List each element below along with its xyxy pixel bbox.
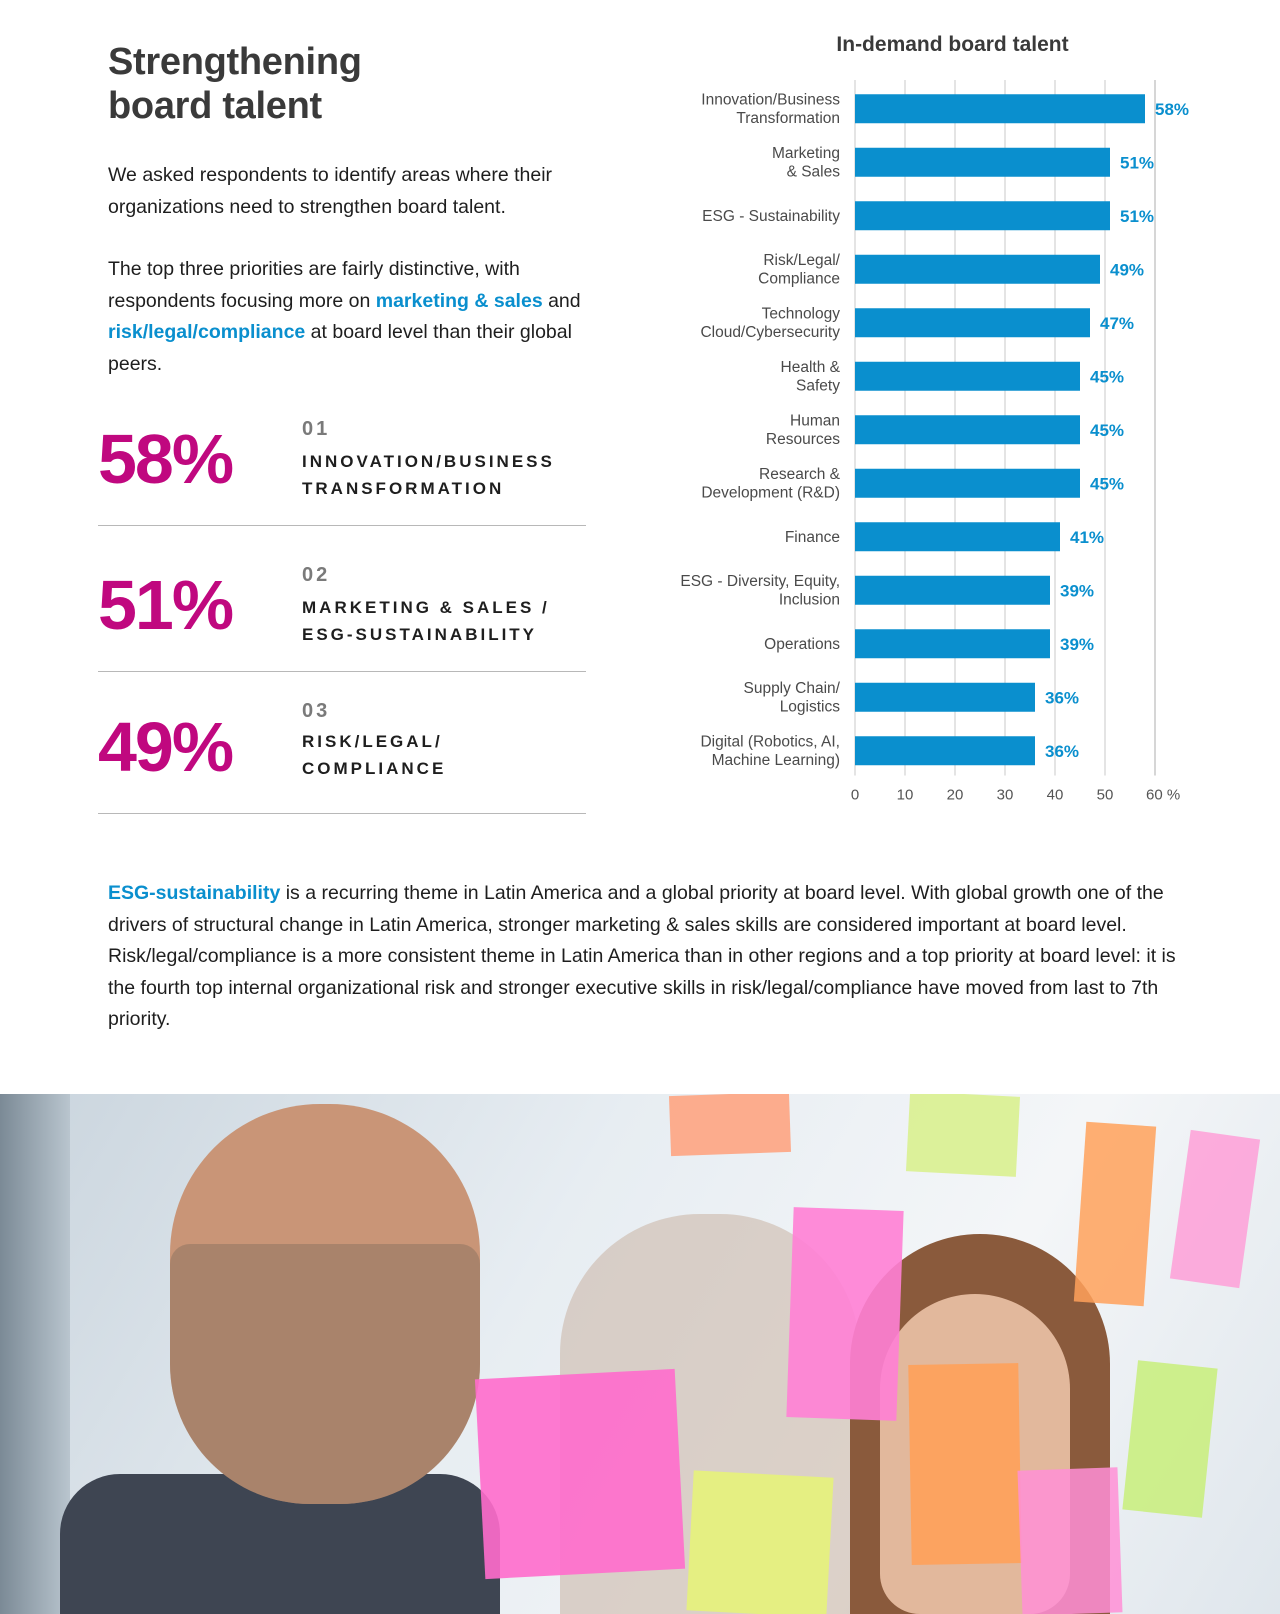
x-tick-label: 30 bbox=[996, 786, 1014, 804]
title-line-2: board talent bbox=[108, 85, 322, 127]
intro-text-a: The top three priorities are fairly distinctive, with respondents focusing more on bbox=[108, 258, 520, 312]
stat-rank: 01 bbox=[302, 418, 331, 440]
value-label: 47% bbox=[1100, 313, 1135, 333]
value-label: 36% bbox=[1045, 688, 1080, 708]
highlight-esg-sustainability: ESG-sustainability bbox=[108, 882, 281, 904]
stat-block-1 bbox=[98, 412, 586, 524]
sticky-note-green bbox=[1122, 1360, 1217, 1518]
highlight-risk-legal: risk/legal/compliance bbox=[108, 321, 306, 343]
intro-paragraph-2 bbox=[108, 254, 608, 380]
sticky-note-pink bbox=[1170, 1130, 1260, 1288]
stat-value: 49% bbox=[98, 708, 233, 786]
chart-title: In-demand board talent bbox=[836, 33, 1069, 56]
sticky-note-pink bbox=[475, 1369, 685, 1579]
sticky-note-orange bbox=[908, 1363, 1021, 1565]
category-label: Risk/Legal/ bbox=[763, 252, 840, 269]
category-label: Supply Chain/ bbox=[743, 680, 840, 697]
category-label: Transformation bbox=[736, 110, 840, 127]
x-tick-label: 20 bbox=[946, 786, 964, 804]
title-line-1: Strengthening bbox=[108, 41, 362, 83]
stat-rank: 02 bbox=[302, 564, 331, 586]
stat-divider bbox=[98, 671, 586, 672]
bar bbox=[855, 736, 1035, 765]
bar bbox=[855, 522, 1060, 551]
intro-paragraph-1: We asked respondents to identify areas where their organizations need to strengthen board talent. bbox=[108, 164, 553, 218]
page-title bbox=[108, 40, 362, 128]
bar bbox=[855, 201, 1110, 230]
category-label: Finance bbox=[784, 528, 840, 546]
bar bbox=[855, 415, 1080, 444]
value-label: 41% bbox=[1070, 527, 1105, 547]
category-label: Development (R&D) bbox=[701, 484, 840, 502]
category-label: Resources bbox=[765, 431, 840, 448]
sticky-note-pink bbox=[786, 1207, 903, 1421]
x-tick-label: 40 bbox=[1046, 786, 1064, 804]
bar bbox=[855, 94, 1145, 123]
category-label: Digital (Robotics, AI, bbox=[700, 733, 840, 751]
category-label: Cloud/Cybersecurity bbox=[700, 324, 840, 341]
intro-text bbox=[108, 160, 608, 411]
x-tick-label: 60 % bbox=[1146, 786, 1181, 804]
sticky-note-yellow bbox=[686, 1470, 833, 1614]
x-tick-label: 50 bbox=[1096, 786, 1114, 804]
stat-label: RISK/LEGAL/ COMPLIANCE bbox=[302, 732, 447, 778]
sticky-note-pink bbox=[1018, 1467, 1123, 1614]
category-label: & Sales bbox=[786, 163, 840, 181]
bar-chart bbox=[660, 80, 1220, 830]
value-label: 39% bbox=[1060, 634, 1095, 654]
bar bbox=[855, 308, 1090, 337]
value-label: 49% bbox=[1110, 260, 1145, 280]
category-label: Machine Learning) bbox=[711, 752, 840, 769]
category-label: Technology bbox=[761, 305, 840, 323]
stat-block-3 bbox=[98, 700, 586, 814]
man-beard-shape bbox=[170, 1244, 480, 1504]
intro-text-c: at board level than their global peers. bbox=[108, 321, 572, 375]
stat-block-2 bbox=[98, 558, 586, 670]
stat-rank: 03 bbox=[302, 700, 331, 722]
value-label: 45% bbox=[1090, 474, 1125, 494]
stat-label: INNOVATION/BUSINESS TRANSFORMATION bbox=[302, 452, 555, 498]
bar bbox=[855, 255, 1100, 284]
body-paragraph bbox=[108, 878, 1188, 1036]
category-label: Marketing bbox=[771, 145, 840, 162]
bar bbox=[855, 576, 1050, 605]
intro-text-b: and bbox=[542, 289, 581, 312]
sticky-note-orange bbox=[1074, 1122, 1156, 1306]
bar bbox=[855, 629, 1050, 658]
sticky-note-green bbox=[906, 1094, 1020, 1177]
business-meeting-photo bbox=[0, 1094, 1280, 1614]
value-label: 45% bbox=[1090, 367, 1125, 387]
category-label: Health & bbox=[780, 359, 840, 376]
value-label: 45% bbox=[1090, 420, 1125, 440]
x-tick-label: 0 bbox=[850, 786, 860, 804]
bar bbox=[855, 683, 1035, 712]
stat-divider bbox=[98, 525, 586, 526]
x-tick-label: 10 bbox=[896, 786, 914, 804]
body-text: is a recurring theme in Latin America and a global priority at board level. With global growth one of the drivers of structural change in Latin America, stronger marketing & sales skills are considered important at board level. Risk/legal/compliance is a more consistent theme in Latin America than in other regions and a top priority at board level: it is the fourth top internal organizational risk and stronger executive skills in risk/legal/compliance have moved from last to 7th priority. bbox=[108, 882, 1176, 1030]
category-label: Safety bbox=[796, 377, 840, 395]
value-label: 51% bbox=[1120, 153, 1155, 173]
sticky-note-orange bbox=[669, 1094, 791, 1156]
category-label: Operations bbox=[764, 635, 840, 653]
category-label: Logistics bbox=[779, 698, 840, 716]
category-label: ESG - Sustainability bbox=[702, 207, 840, 225]
stat-divider bbox=[98, 813, 586, 814]
value-label: 58% bbox=[1155, 99, 1190, 119]
bar bbox=[855, 362, 1080, 391]
category-label: Compliance bbox=[758, 270, 840, 288]
stat-value: 58% bbox=[98, 420, 233, 498]
category-label: Human bbox=[790, 412, 840, 430]
category-label: ESG - Diversity, Equity, bbox=[680, 573, 840, 590]
value-label: 36% bbox=[1045, 741, 1080, 761]
category-label: Research & bbox=[759, 466, 840, 483]
stat-value: 51% bbox=[98, 566, 233, 644]
bar bbox=[855, 469, 1080, 498]
stat-label: MARKETING & SALES / ESG-SUSTAINABILITY bbox=[302, 598, 550, 644]
category-label: Innovation/Business bbox=[701, 91, 840, 109]
value-label: 51% bbox=[1120, 206, 1155, 226]
bar bbox=[855, 148, 1110, 177]
highlight-marketing-sales: marketing & sales bbox=[375, 289, 543, 312]
value-label: 39% bbox=[1060, 581, 1095, 601]
category-label: Inclusion bbox=[778, 591, 840, 609]
